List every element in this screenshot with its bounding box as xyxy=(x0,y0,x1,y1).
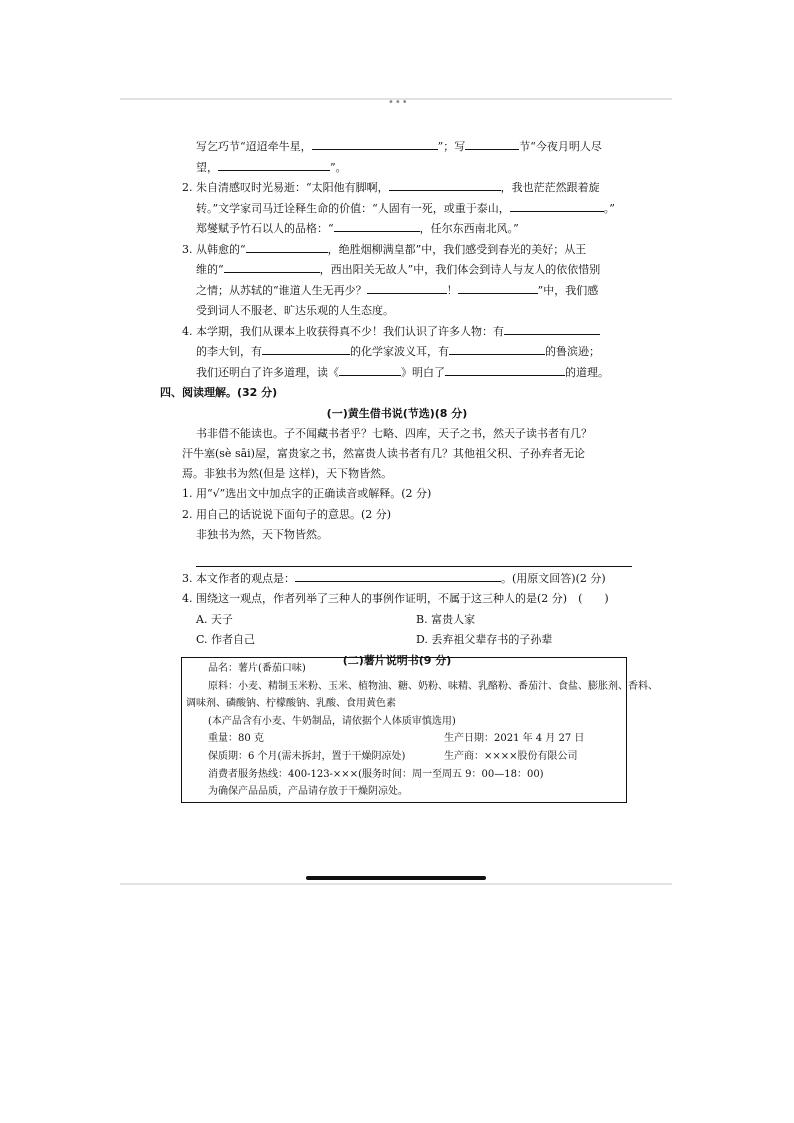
home-indicator[interactable] xyxy=(306,876,486,880)
answer-blank[interactable] xyxy=(295,569,501,582)
option-b[interactable]: B. 富贵人家 xyxy=(416,612,476,626)
answer-blank[interactable] xyxy=(246,240,328,253)
passage: 书非借不能读也。子不闻藏书者乎？七略、四库，天子之书，然天子读书者有几？ 汗牛塞(sè sāi)屋，富贵家之书，然富贵人读书者有几？其他祖父积、子孙弃者无论 焉。非独书为然(但是 这样)，天下物皆然。 xyxy=(182,427,592,480)
document-content xyxy=(162,137,632,671)
answer-blank[interactable] xyxy=(367,281,447,294)
question-4: 4. 围绕这一观点，作者列举了三种人的事例作证明，不属于这三种人的是(2 分) ( ) xyxy=(182,592,609,605)
part1-title: (一)黄生借书说(节选)(8 分) xyxy=(326,406,468,420)
weight-date-row: 重量：80 克 生产日期：2021 年 4 月 27 日 xyxy=(208,733,585,745)
answer-blank[interactable] xyxy=(218,158,330,171)
question-2: 2. 用自己的话说说下面句子的意思。(2 分) xyxy=(182,507,392,521)
q1-line-2: 望， ”。 xyxy=(162,158,632,179)
ingredients-line-2: 调味剂、磷酸钠、柠檬酸钠、乳酸、食用黄色素 xyxy=(186,698,396,710)
q4-line-3: 我们还明白了许多道理，读《 》明白了 的道理。 xyxy=(162,363,632,384)
shelf-maker-row: 保质期：6 个月(需未拆封，置于干燥阴凉处) 生产商：××××股份有限公司 xyxy=(208,750,578,762)
answer-blank[interactable] xyxy=(445,363,565,376)
option-d[interactable]: D. 丢弃祖父辈存书的子孙辈 xyxy=(416,633,553,646)
q2-line-2: 转。”文学家司马迁诠释生命的价值：“人固有一死，或重于泰山， 。” xyxy=(162,199,632,220)
product-name: 品名：薯片(番茄口味) xyxy=(208,663,306,674)
q1-line-1: 写乞巧节“迢迢牵牛星， ”；写 节“今夜月明人尽 xyxy=(162,137,632,158)
answer-blank[interactable] xyxy=(504,322,600,335)
q2-line-3: 郑燮赋予竹石以人的品格：“ ，任尔东西南北风。” xyxy=(162,219,632,240)
storage-note: 为确保产品品质，产品请存放于干燥阴凉处。 xyxy=(208,786,408,798)
q2-line-1: 2. 朱自清感叹时光易逝：“太阳他有脚啊， ，我也茫茫然跟着旋 xyxy=(162,178,632,199)
answer-blank[interactable] xyxy=(458,281,538,294)
answer-blank[interactable] xyxy=(465,137,519,150)
answer-blank[interactable] xyxy=(339,363,401,376)
ingredients-line-1: 原料：小麦、精制玉米粉、玉米、植物油、糖、奶粉、味精、乳酪粉、番茄汁、食盐、膨胀剂、香料、 xyxy=(208,680,658,692)
q3-line-1: 3. 从韩愈的“ ，绝胜烟柳满皇都”中，我们感受到春光的美好；从王 xyxy=(162,240,632,261)
answer-blank[interactable] xyxy=(224,260,320,273)
part2-title: (二)薯片说明书(9 分) xyxy=(342,653,452,667)
answer-blank[interactable] xyxy=(510,199,604,212)
question-3: 3. 本文作者的观点是： 。(用原文回答)(2 分) xyxy=(162,569,632,590)
menu-dots-icon[interactable]: ••• xyxy=(388,97,409,108)
option-c[interactable]: C. 作者自己 xyxy=(196,633,256,646)
answer-blank[interactable] xyxy=(449,342,545,355)
q3-line-4: 受到词人不服老、旷达乐观的人生态度。 xyxy=(196,304,394,317)
options-row-2 xyxy=(162,630,632,651)
q3-line-2: 维的“ ，西出阳关无故人”中，我们体会到诗人与友人的依依惜别 xyxy=(162,260,632,281)
question-2-sentence: 非独书为然，天下物皆然。 xyxy=(196,528,328,541)
answer-blank[interactable] xyxy=(312,137,438,150)
answer-blank[interactable] xyxy=(389,178,501,191)
answer-line[interactable] xyxy=(196,552,632,567)
option-a[interactable]: A. 天子 xyxy=(196,612,233,626)
bottom-divider xyxy=(120,883,672,885)
q3-line-3: 之情；从苏轼的“谁道人生无再少？ ！ ”中，我们感 xyxy=(162,281,632,302)
question-1: 1. 用“√”选出文中加点字的正确读音或解释。(2 分) xyxy=(182,487,432,500)
product-label-box xyxy=(181,657,658,803)
answer-blank[interactable] xyxy=(262,342,350,355)
q4-line-1: 4. 本学期，我们从课本上收获得真不少！我们认识了许多人物：有 xyxy=(162,322,632,343)
options-row-1 xyxy=(162,610,632,631)
allergy-note: (本产品含有小麦、牛奶制品，请依据个人体质审慎选用) xyxy=(208,715,456,727)
hotline: 消费者服务热线：400-123-×××(服务时间：周一至周五 9：00—18：00) xyxy=(208,768,544,780)
section-4-title: 四、阅读理解。(32 分) xyxy=(160,386,278,399)
answer-blank[interactable] xyxy=(334,219,420,232)
q4-line-2: 的李大钊，有 的化学家波义耳，有 的鲁滨逊； xyxy=(162,342,632,363)
